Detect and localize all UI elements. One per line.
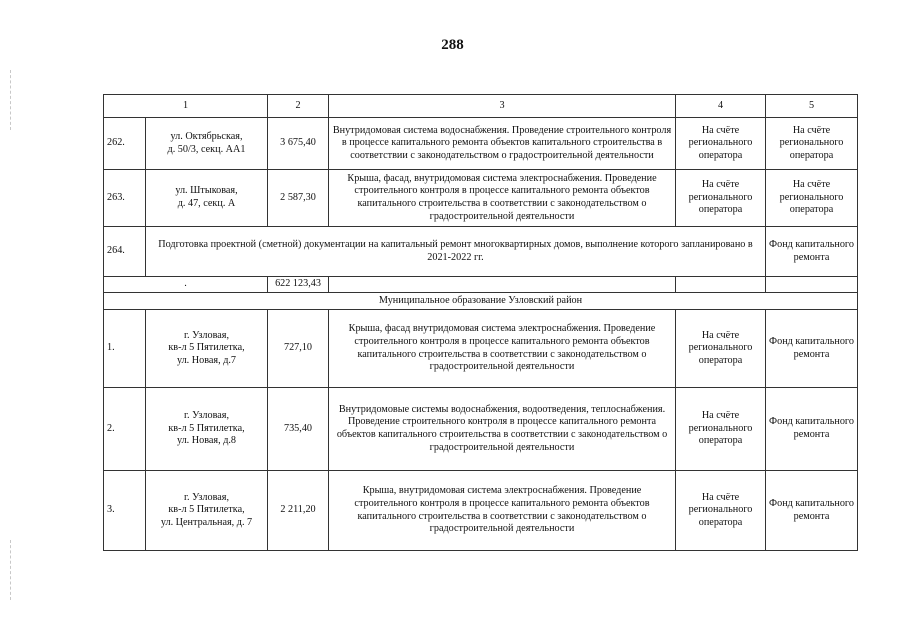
row-address: ул. Октябрьская, д. 50/3, секц. АА1 — [146, 118, 268, 170]
row-col4: На счёте регионального оператора — [676, 170, 766, 227]
row-work: Крыша, фасад, внутридомовая система электроснабжения. Проведение строительного контроля в процессе капитального ремонта объектов капитального строительства в соответствии с законодательством о градостроительной деятельности — [329, 170, 676, 227]
table-row — [104, 310, 858, 388]
table-row — [104, 118, 858, 170]
row-col4: На счёте регионального оператора — [676, 388, 766, 471]
table-row — [104, 471, 858, 551]
row-sum: 735,40 — [268, 388, 329, 471]
row-col5: Фонд капитального ремонта — [766, 310, 858, 388]
row-sum: 2 211,20 — [268, 471, 329, 551]
row-sum: 3 675,40 — [268, 118, 329, 170]
row-col4: На счёте регионального оператора — [676, 118, 766, 170]
table-row — [104, 388, 858, 471]
section-title: Муниципальное образование Узловский район — [104, 293, 858, 310]
margin-mark — [10, 70, 12, 130]
header-cell: 2 — [268, 95, 329, 118]
row-work: Внутридомовая система водоснабжения. Проведение строительного контроля в процессе капитального ремонта объектов капитального строительства в соответствии с законодательством о градостроительной деятельности — [329, 118, 676, 170]
empty-cell — [766, 277, 858, 293]
row-number: 3. — [104, 471, 146, 551]
row-address: г. Узловая, кв-л 5 Пятилетка, ул. Новая, д.7 — [146, 310, 268, 388]
margin-mark — [10, 540, 12, 600]
row-work: Внутридомовые системы водоснабжения, водоотведения, теплоснабжения. Проведение строительного контроля в процессе капитального ремонта объектов капитального строительства в соответствии с законодательством о градостроительной деятельности — [329, 388, 676, 471]
table-row — [104, 170, 858, 227]
row-work: Крыша, внутридомовая система электроснабжения. Проведение строительного контроля в процессе капитального ремонта объектов капитального строительства в соответствии с законодательством о градостроительной деятельности — [329, 471, 676, 551]
row-number: 2. — [104, 388, 146, 471]
total-row — [104, 277, 858, 293]
empty-cell — [676, 277, 766, 293]
empty-cell — [329, 277, 676, 293]
row-work: Крыша, фасад внутридомовая система электроснабжения. Проведение строительного контроля в процессе капитального ремонта объектов капитального строительства в соответствии с законодательством о градостроительной деятельности — [329, 310, 676, 388]
header-cell: 5 — [766, 95, 858, 118]
row-col5: Фонд капитального ремонта — [766, 471, 858, 551]
row-address: ул. Штыковая, д. 47, секц. А — [146, 170, 268, 227]
row-number: 264. — [104, 227, 146, 277]
total-label: . — [104, 277, 268, 293]
row-col5: На счёте регионального оператора — [766, 170, 858, 227]
row-col4: На счёте регионального оператора — [676, 471, 766, 551]
row-number: 263. — [104, 170, 146, 227]
row-address: г. Узловая, кв-л 5 Пятилетка, ул. Новая, д.8 — [146, 388, 268, 471]
section-row — [104, 293, 858, 310]
table-row — [104, 227, 858, 277]
row-merged-text: Подготовка проектной (сметной) документации на капитальный ремонт многоквартирных домов, выполнение которого запланировано в 2021-2022 гг. — [146, 227, 766, 277]
row-number: 1. — [104, 310, 146, 388]
page-number: 288 — [441, 37, 464, 53]
row-number: 262. — [104, 118, 146, 170]
header-cell: 3 — [329, 95, 676, 118]
header-cell: 1 — [104, 95, 268, 118]
header-cell: 4 — [676, 95, 766, 118]
row-sum: 727,10 — [268, 310, 329, 388]
row-col5: Фонд капитального ремонта — [766, 388, 858, 471]
row-col5: Фонд капитального ремонта — [766, 227, 858, 277]
row-address: г. Узловая, кв-л 5 Пятилетка, ул. Центральная, д. 7 — [146, 471, 268, 551]
total-sum: 622 123,43 — [268, 277, 329, 293]
row-col5: На счёте регионального оператора — [766, 118, 858, 170]
row-col4: На счёте регионального оператора — [676, 310, 766, 388]
row-sum: 2 587,30 — [268, 170, 329, 227]
header-row — [104, 95, 858, 118]
repair-table — [103, 94, 858, 551]
